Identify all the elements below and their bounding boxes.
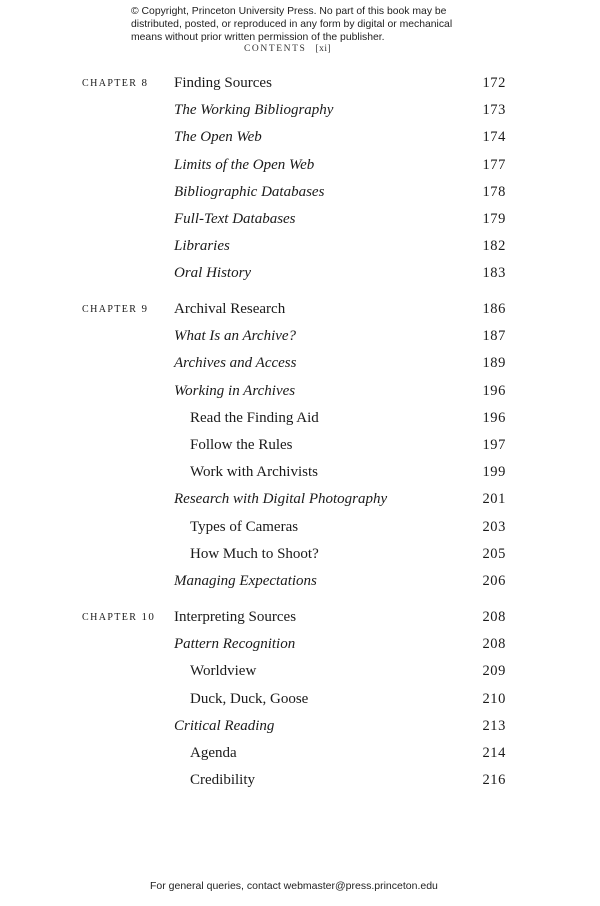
page-number: 210 (482, 690, 506, 707)
page-number: 178 (482, 183, 506, 200)
page-number: 196 (482, 382, 506, 399)
toc-entry (0, 660, 600, 682)
subsection-title: Worldview (190, 663, 257, 680)
subsection-title: Follow the Rules (190, 437, 293, 453)
page-number: 199 (482, 464, 506, 481)
toc-entry (0, 434, 600, 456)
toc-entry (0, 688, 600, 710)
copyright-notice: © Copyright, Princeton University Press. No part of this book may be distributed, posted, or reproduced in any form by digital or mechanical means without prior written permission of the publisher. (131, 6, 453, 43)
section-title: The Open Web (174, 129, 262, 146)
running-head-page: [xi] (315, 44, 332, 54)
toc-entry (0, 126, 600, 148)
toc-entry (0, 769, 600, 791)
toc-entry (0, 570, 600, 592)
page-number: 205 (482, 545, 506, 562)
chapter-title: Archival Research (174, 301, 286, 317)
subsection-title: Types of Cameras (190, 518, 299, 535)
page-number: 206 (482, 573, 506, 589)
toc-entry (0, 352, 600, 374)
toc-entry (0, 262, 600, 284)
page-number: 214 (482, 745, 506, 761)
toc-entry (0, 72, 600, 94)
toc-entry (0, 543, 600, 565)
page-number: 173 (482, 102, 506, 119)
page-number: 216 (482, 772, 506, 789)
footer-contact: For general queries, contact webmaster@press.princeton.edu (150, 880, 438, 892)
page-number: 179 (482, 211, 506, 227)
section-title: Managing Expectations (174, 573, 317, 589)
section-title: Libraries (174, 238, 230, 255)
toc-entry (0, 715, 600, 737)
page-number: 201 (482, 491, 506, 508)
toc-entry (0, 488, 600, 510)
toc-entry (0, 461, 600, 483)
chapter-title: Interpreting Sources (174, 609, 297, 625)
section-title: What Is an Archive? (174, 328, 297, 345)
page-number: 208 (482, 609, 506, 625)
chapter-number: 8 (137, 77, 149, 89)
chapter-word: CHAPTER (82, 78, 138, 89)
toc-entry (0, 235, 600, 257)
subsection-title: Agenda (190, 745, 237, 761)
page-number: 189 (482, 355, 506, 372)
subsection-title: Work with Archivists (190, 464, 318, 481)
toc-entry (0, 633, 600, 655)
page-number: 174 (482, 129, 506, 146)
chapter-word: CHAPTER (82, 612, 138, 623)
section-title: Critical Reading (174, 717, 275, 734)
section-title: Oral History (174, 265, 252, 282)
section-title: Archives and Access (174, 355, 297, 372)
toc-entry (0, 742, 600, 764)
toc-entry (0, 99, 600, 121)
toc-entry (0, 208, 600, 230)
section-title: Pattern Recognition (174, 636, 296, 653)
page-number: 196 (482, 409, 506, 426)
page-number: 186 (482, 301, 506, 317)
page-number: 177 (482, 156, 506, 173)
chapter-word: CHAPTER (82, 304, 138, 315)
page-number: 208 (482, 636, 506, 653)
chapter-number: 9 (137, 303, 149, 315)
toc-entry (0, 516, 600, 538)
page-number: 203 (482, 518, 506, 535)
chapter-number: 10 (137, 611, 156, 623)
page-number: 182 (482, 238, 506, 255)
section-title: Full-Text Databases (174, 211, 296, 227)
toc-entry (0, 154, 600, 176)
page-number: 172 (482, 75, 506, 91)
chapter-label (82, 72, 148, 95)
toc-entry (0, 325, 600, 347)
chapter-label (82, 606, 155, 629)
section-title: The Working Bibliography (174, 102, 334, 119)
page-number: 209 (482, 663, 506, 680)
chapter-label (82, 298, 148, 321)
page-number: 213 (482, 717, 506, 734)
page-number: 197 (482, 437, 506, 453)
subsection-title: Duck, Duck, Goose (190, 690, 309, 707)
toc-entry (0, 407, 600, 429)
page-number: 183 (482, 265, 506, 282)
toc-entry (0, 298, 600, 320)
chapter-title: Finding Sources (174, 75, 272, 91)
subsection-title: How Much to Shoot? (190, 545, 319, 562)
subsection-title: Read the Finding Aid (190, 409, 319, 426)
toc-entry (0, 606, 600, 628)
section-title: Research with Digital Photography (174, 491, 388, 508)
running-head-label: CONTENTS (244, 44, 307, 54)
toc-entry (0, 181, 600, 203)
section-title: Bibliographic Databases (174, 183, 325, 200)
toc-entry (0, 380, 600, 402)
section-title: Working in Archives (174, 382, 296, 399)
page-number: 187 (482, 328, 506, 345)
section-title: Limits of the Open Web (174, 156, 315, 173)
subsection-title: Credibility (190, 772, 255, 789)
